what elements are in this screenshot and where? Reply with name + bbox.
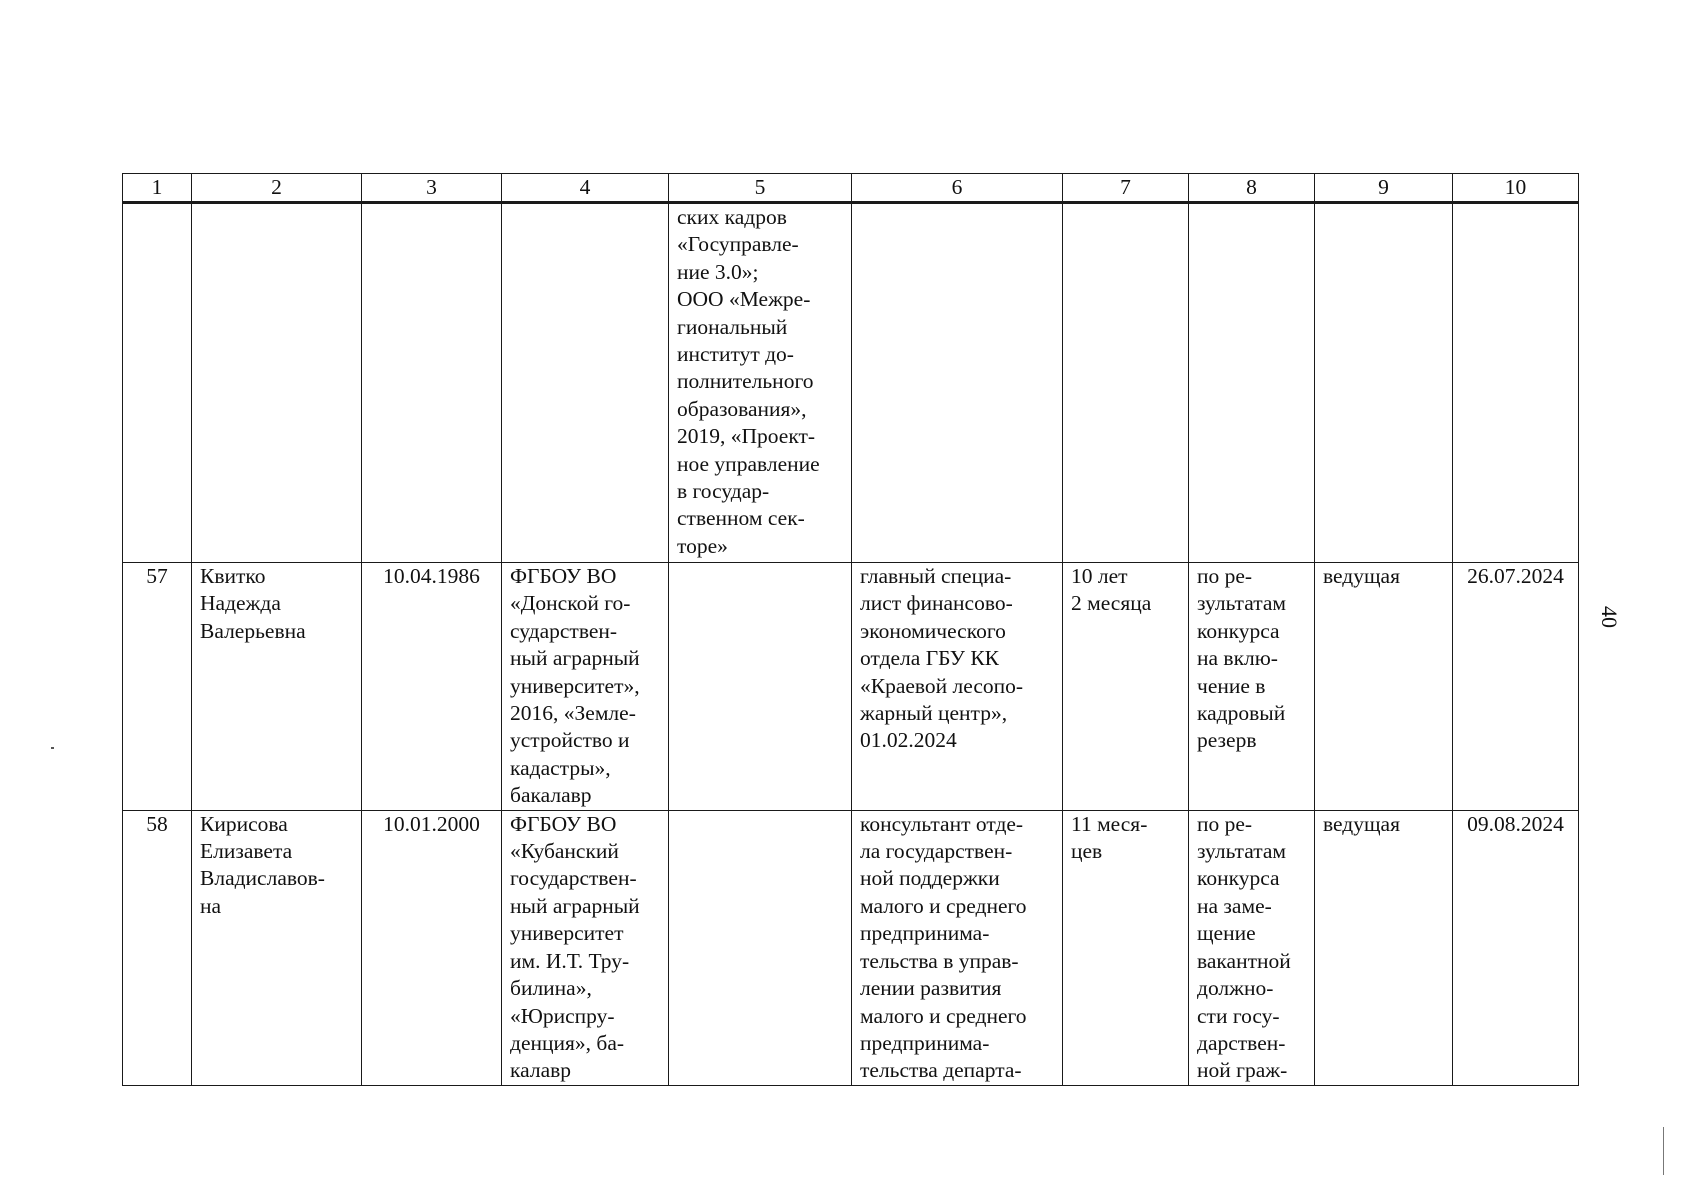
position-cell: консультант отде- ла государствен- ной поддержки малого и среднего предпринима- тельства в управ- лении развития малого и среднего предпринима- тельства департа-	[852, 810, 1063, 1085]
birth-date-cell: 10.01.2000	[362, 810, 502, 1085]
column-header-1: 1	[123, 174, 192, 203]
column-header-6: 6	[852, 174, 1063, 203]
column-number-header-row	[123, 174, 1579, 203]
table-row	[123, 563, 1579, 811]
inclusion-date-cell: 26.07.2024	[1453, 563, 1579, 811]
additional-education-cell: ских кадров «Госуправле- ние 3.0»; ООО «Межре- гиональный институт до- полнительного образования», 2019, «Проект- ное управление в государ- ственном сек- торе»	[669, 203, 852, 563]
empty-cell	[1189, 203, 1315, 563]
empty-cell	[192, 203, 362, 563]
additional-education-cell	[669, 563, 852, 811]
position-group-cell: ведущая	[1315, 810, 1453, 1085]
empty-cell	[852, 203, 1063, 563]
position-cell: главный специа- лист финансово- экономического отдела ГБУ КК «Краевой лесопо- жарный центр», 01.02.2024	[852, 563, 1063, 811]
table-row	[123, 810, 1579, 1085]
empty-cell	[502, 203, 669, 563]
basis-cell: по ре- зультатам конкурса на заме- щение вакантной должно- сти госу- дарствен- ной граж-	[1189, 810, 1315, 1085]
table-row-continuation	[123, 203, 1579, 563]
column-header-10: 10	[1453, 174, 1579, 203]
inclusion-date-cell: 09.08.2024	[1453, 810, 1579, 1085]
birth-date-cell: 10.04.1986	[362, 563, 502, 811]
column-header-4: 4	[502, 174, 669, 203]
scan-edge-mark	[1663, 1127, 1664, 1175]
row-number-cell: 57	[123, 563, 192, 811]
column-header-9: 9	[1315, 174, 1453, 203]
full-name-cell: Квитко Надежда Валерьевна	[192, 563, 362, 811]
column-header-2: 2	[192, 174, 362, 203]
page-number: 40	[1597, 606, 1622, 628]
basis-cell: по ре- зультатам конкурса на вклю- чение в кадровый резерв	[1189, 563, 1315, 811]
empty-cell	[362, 203, 502, 563]
experience-cell: 10 лет 2 месяца	[1063, 563, 1189, 811]
full-name-cell: Кирисова Елизавета Владиславов- на	[192, 810, 362, 1085]
column-header-8: 8	[1189, 174, 1315, 203]
column-header-7: 7	[1063, 174, 1189, 203]
additional-education-cell	[669, 810, 852, 1085]
empty-cell	[1063, 203, 1189, 563]
column-header-3: 3	[362, 174, 502, 203]
education-cell: ФГБОУ ВО «Кубанский государствен- ный аграрный университет им. И.Т. Тру- билина», «Юриспру- денция», ба- калавр	[502, 810, 669, 1085]
empty-cell	[123, 203, 192, 563]
empty-cell	[1315, 203, 1453, 563]
column-header-5: 5	[669, 174, 852, 203]
personnel-reserve-table	[122, 173, 1579, 1086]
empty-cell	[1453, 203, 1579, 563]
row-number-cell: 58	[123, 810, 192, 1085]
scan-speck	[51, 747, 54, 749]
education-cell: ФГБОУ ВО «Донской го- сударствен- ный аграрный университет», 2016, «Земле- устройство и кадастры», бакалавр	[502, 563, 669, 811]
position-group-cell: ведущая	[1315, 563, 1453, 811]
experience-cell: 11 меся- цев	[1063, 810, 1189, 1085]
